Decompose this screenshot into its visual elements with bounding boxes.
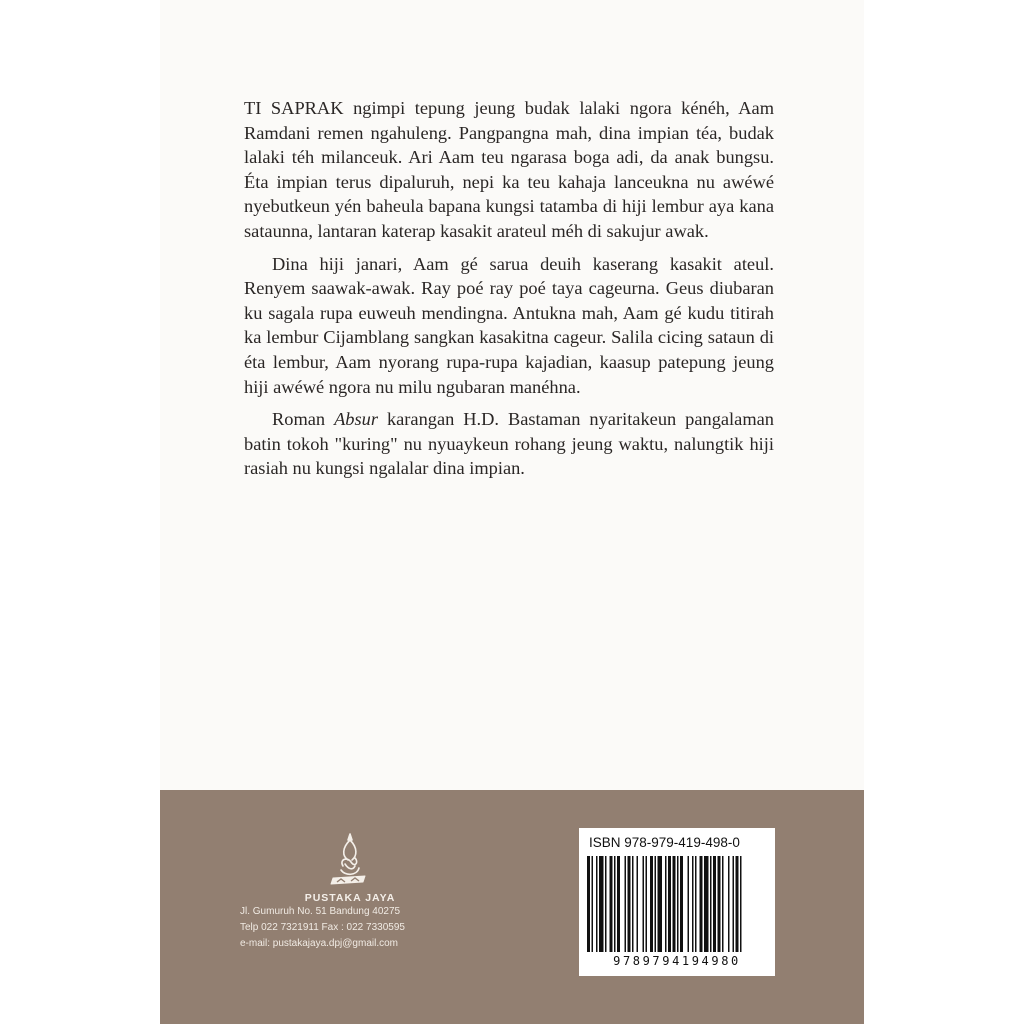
publisher-logo <box>280 830 420 904</box>
pustaka-jaya-logo-icon <box>315 830 385 890</box>
barcode-icon <box>587 856 767 954</box>
phone-line: Telp 022 7321911 Fax : 022 7330595 <box>240 922 405 933</box>
blurb-paragraph-2: Dina hiji janari, Aam gé sarua deuih kaserang kasakit ateul. Renyem saawak-awak. Ray poé ray poé taya cageurna. Geus diubaran ku sagala rupa euweuh mendingna. Antukna mah, Aam gé kudu titirah ka lembur Cijamblang sangkan kasakitna cageur. Salila cicing sataun di éta lembur, Aam nyorang rupa-rupa kajadian, kaasup patepung jeung hiji awéwé ngora nu milu ngubaran manéhna. <box>244 253 774 397</box>
book-title: Absur <box>334 409 379 430</box>
blurb-paragraph-3-start: Roman <box>272 409 335 430</box>
blurb-text <box>244 96 774 489</box>
publisher-contact <box>240 904 405 952</box>
blurb-paragraph-3-end: karangan H.D. Bastaman nyaritakeun pangalaman batin tokoh "kuring" nu nyuaykeun rohang jeung waktu, nalungtik hiji rasiah nu kungsi ngalalar dina impian. <box>244 409 774 479</box>
isbn-label: ISBN 978-979-419-498-0 <box>589 835 740 850</box>
address-line: Jl. Gumuruh No. 51 Bandung 40275 <box>240 906 401 917</box>
isbn-barcode-box <box>579 828 775 976</box>
email-line: e-mail: pustakajaya.dpj@gmail.com <box>240 938 398 949</box>
publisher-name: PUSTAKA JAYA <box>304 892 396 904</box>
blurb-paragraph-3 <box>244 407 774 481</box>
publisher-band <box>160 790 864 1024</box>
blurb-paragraph-1: TI SAPRAK ngimpi tepung jeung budak lalaki ngora kénéh, Aam Ramdani remen ngahuleng. Pangpangna mah, dina impian téa, budak lalaki téh milanceuk. Ari Aam teu ngarasa boga adi, da anak bungsu. Éta impian terus dipaluruh, nepi ka teu kahaja lanceukna nu awéwé nyebutkeun yén baheula bapana kungsi tatamba di hiji lembur aya kana sataunna, lantaran katerap kasakit arateul méh di sakujur awak. <box>244 98 774 241</box>
barcode-digits: 9789794194980 <box>613 954 741 968</box>
back-cover <box>160 0 864 1024</box>
